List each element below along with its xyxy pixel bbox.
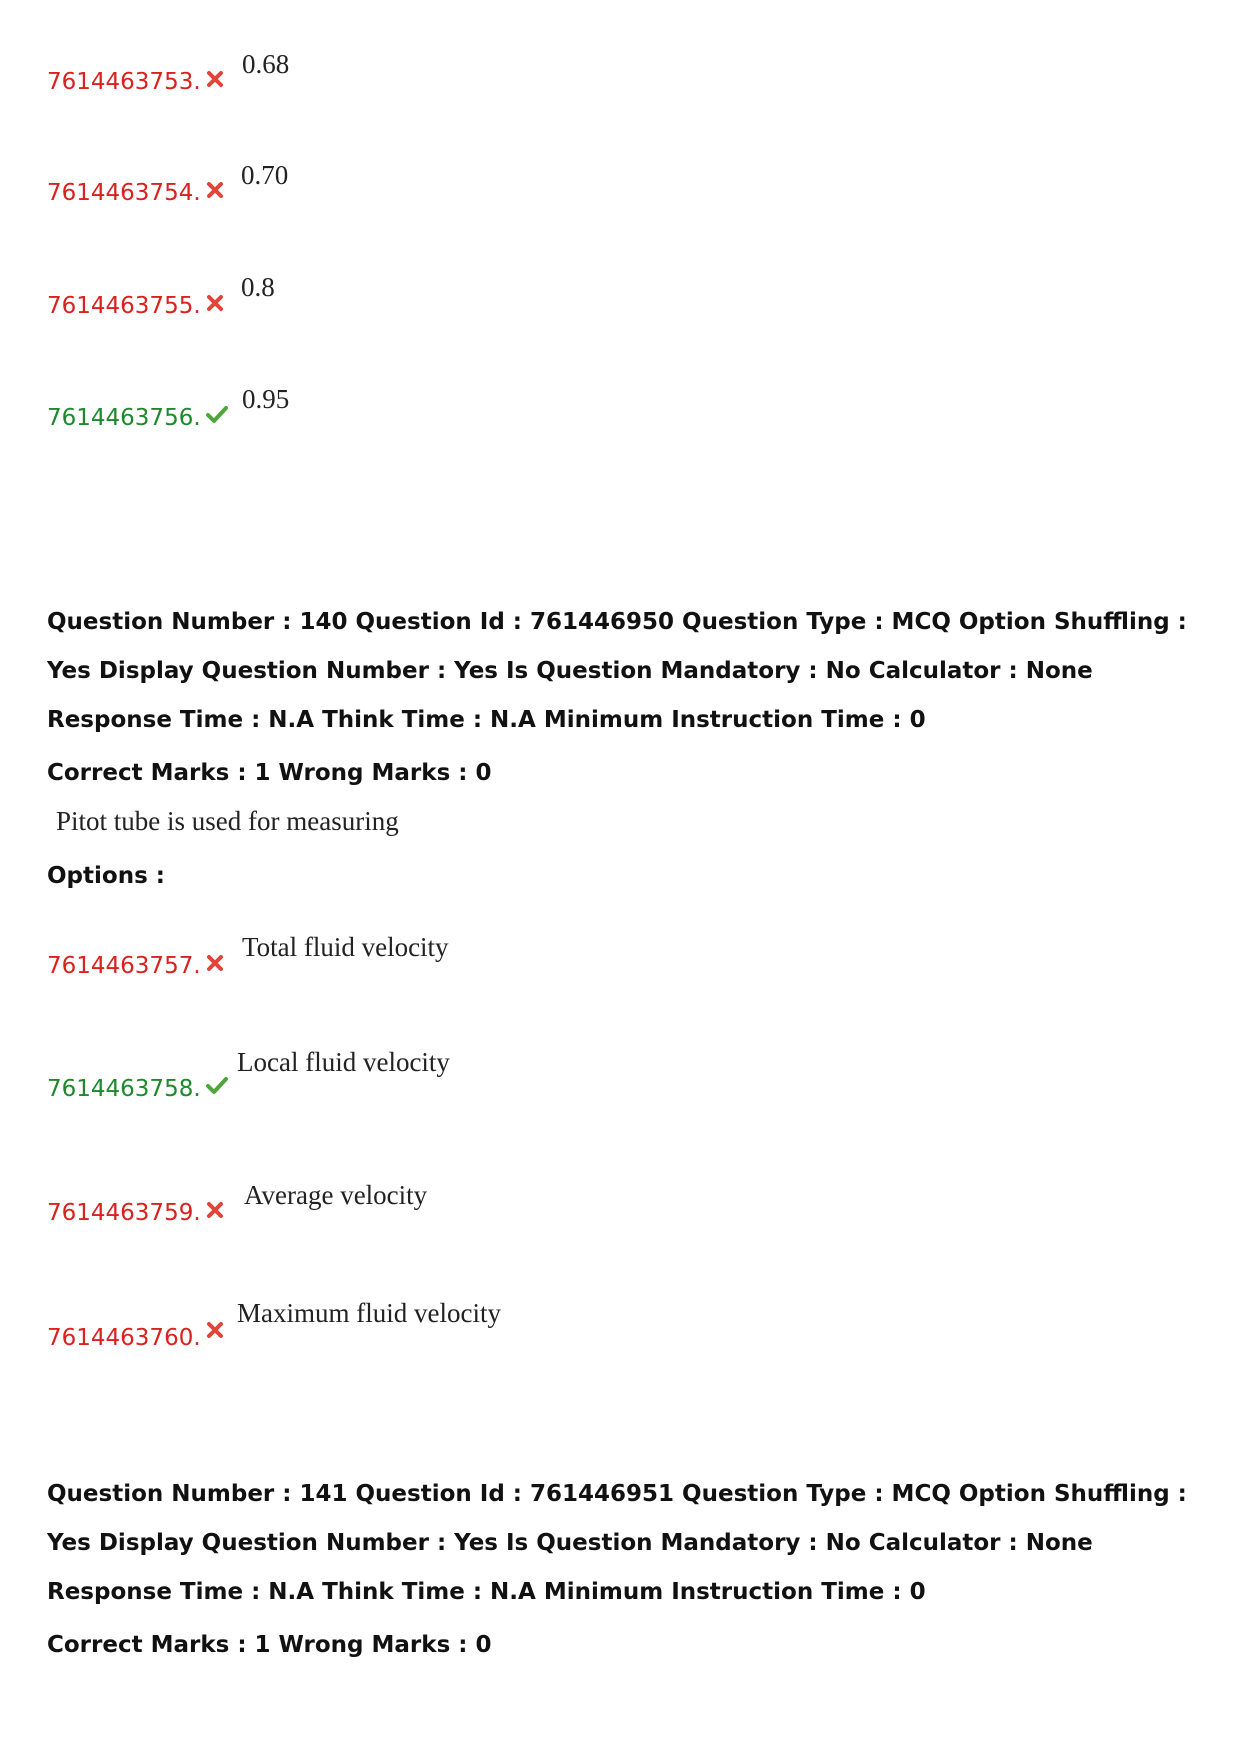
option-text: Total fluid velocity	[242, 932, 449, 962]
cross-icon	[205, 293, 225, 313]
question-marks: Correct Marks : 1 Wrong Marks : 0	[47, 1632, 492, 1658]
question-marks: Correct Marks : 1 Wrong Marks : 0	[47, 760, 492, 786]
option-id: 7614463760.	[47, 1325, 201, 1351]
option-id: 7614463755.	[47, 293, 201, 319]
option-id: 7614463758.	[47, 1076, 201, 1102]
cross-icon	[205, 69, 225, 89]
option-id: 7614463757.	[47, 953, 201, 979]
cross-icon	[205, 180, 225, 200]
cross-icon	[205, 953, 225, 973]
option-text: 0.8	[241, 272, 275, 302]
option-text: Average velocity	[244, 1180, 428, 1210]
check-icon	[205, 404, 229, 424]
option-id: 7614463753.	[47, 69, 201, 95]
question-text: Pitot tube is used for measuring	[56, 806, 399, 836]
option-id: 7614463756.	[47, 405, 201, 431]
options-label: Options :	[47, 863, 165, 889]
cross-icon	[205, 1320, 225, 1340]
question-meta: Question Number : 141 Question Id : 761446951 Question Type : MCQ Option Shuffling : Yes Display Question Number : Yes Is Question Mandatory : No Calculator : None Response Time : N.A Think Time : N.A Minimum Instruction Time : 0	[47, 1481, 1187, 1605]
option-text: 0.95	[242, 384, 290, 414]
check-icon	[205, 1075, 229, 1095]
option-text: Maximum fluid velocity	[237, 1298, 501, 1328]
option-id: 7614463754.	[47, 180, 201, 206]
option-text: 0.70	[241, 160, 289, 190]
option-text: Local fluid velocity	[237, 1047, 450, 1077]
option-id: 7614463759.	[47, 1200, 201, 1226]
cross-icon	[205, 1200, 225, 1220]
option-text: 0.68	[242, 49, 290, 79]
question-meta: Question Number : 140 Question Id : 761446950 Question Type : MCQ Option Shuffling : Yes Display Question Number : Yes Is Question Mandatory : No Calculator : None Response Time : N.A Think Time : N.A Minimum Instruction Time : 0	[47, 609, 1187, 733]
